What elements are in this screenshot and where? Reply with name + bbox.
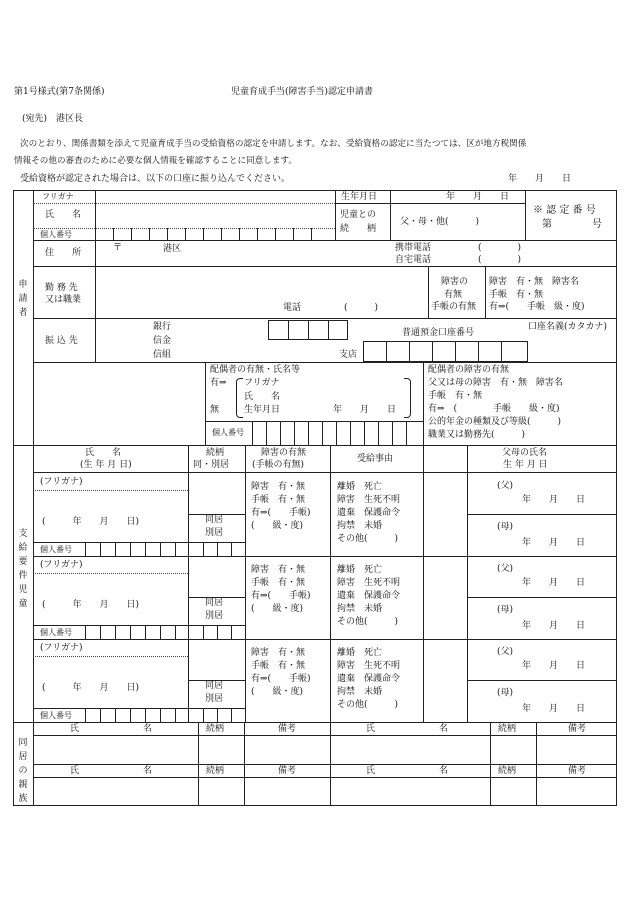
child-2-father: (父) (497, 564, 514, 574)
payment-note: 受給資格が認定された場合は、以下の口座に振り込んでください。 (20, 174, 291, 184)
child-3-birth[interactable]: ( 年 月 日) (42, 683, 140, 693)
child-2-cohabit[interactable]: 同居 (205, 598, 224, 608)
postal-mark: 〒 (113, 243, 123, 253)
child-2-reason-2[interactable]: 障害 生死不明 (337, 578, 401, 588)
spouse-mynumber-label: 個人番号 (212, 428, 244, 437)
spouse-no[interactable]: 無 (210, 405, 220, 415)
child-2-separate[interactable]: 別居 (205, 611, 224, 621)
intro-line-1: 次のとおり、関係書類を添えて児童育成手当の受給資格の認定を申請します。なお、受給資格の認定に当たつては、区が地方税関係 (20, 139, 527, 149)
child-2-dis-3[interactable]: 有⇒( 手帳) (251, 591, 311, 601)
disability-label-2: 有無 (444, 290, 463, 300)
children-header-birth: (生 年 月 日) (80, 460, 132, 470)
disability-label-3: 手帳の有無 (431, 302, 477, 312)
relation-value[interactable]: 父・母・他( ) (400, 217, 480, 227)
child-2-mother-birth[interactable]: 年 月 日 (522, 621, 586, 631)
child-2-reason-1[interactable]: 離婚 死亡 (337, 565, 383, 575)
child-2-mynumber-label: 個人番号 (40, 628, 72, 637)
child-3-furigana: (フリガナ) (40, 643, 83, 653)
spouse-disability-title: 配偶者の障害の有無 (428, 365, 510, 375)
applicant-grade-line[interactable]: 有⇒( 手帳 級・度) (489, 302, 585, 312)
child-1-reason-3[interactable]: 遺棄 保護命令 (337, 508, 401, 518)
child-3-reason-5[interactable]: その他( ) (337, 700, 399, 710)
spouse-title: 配偶者の有無・氏名等 (210, 365, 301, 375)
address-label: 住 所 (45, 248, 82, 258)
child-1-cohabit[interactable]: 同居 (205, 515, 224, 525)
child-3-reason-3[interactable]: 遺棄 保護命令 (337, 674, 401, 684)
work-label-2: 又は職業 (45, 295, 82, 305)
child-1-mother: (母) (497, 522, 514, 532)
child-1-mynumber-label: 個人番号 (40, 545, 72, 554)
child-2-reason-5[interactable]: その他( ) (337, 617, 399, 627)
child-3-separate[interactable]: 別居 (205, 694, 224, 704)
child-3-dis-1[interactable]: 障害 有・無 (251, 648, 306, 658)
applicant-disability-line[interactable]: 障害 有・無 障害名 (489, 277, 580, 287)
work-tel-value[interactable]: ( ) (344, 303, 379, 313)
family-h1-relation: 続柄 (206, 724, 225, 734)
family-h3-name-a: 氏 (70, 766, 80, 776)
child-3-dis-3[interactable]: 有⇒( 手帳) (251, 674, 311, 684)
child-1-mother-birth[interactable]: 年 月 日 (522, 538, 586, 548)
spouse-name-label: 氏 名 (244, 392, 281, 402)
family-h2-relation: 続柄 (498, 724, 517, 734)
spouse-pension-line[interactable]: 公的年金の種類及び等級( ) (428, 417, 562, 427)
child-3-father: (父) (497, 647, 514, 657)
family-h2-remarks: 備考 (568, 724, 587, 734)
child-2-dis-2[interactable]: 手帳 有・無 (251, 578, 306, 588)
child-2-birth[interactable]: ( 年 月 日) (42, 600, 140, 610)
child-3-mynumber-label: 個人番号 (40, 711, 72, 720)
child-2-dis-4[interactable]: ( 級・度) (251, 604, 304, 614)
child-1-dis-4[interactable]: ( 級・度) (251, 521, 304, 531)
child-3-mother: (母) (497, 688, 514, 698)
account-holder-label: 口座名義(カタカナ) (528, 322, 608, 332)
child-1-reason-4[interactable]: 拘禁 未婚 (337, 521, 383, 531)
child-3-mother-birth[interactable]: 年 月 日 (522, 704, 586, 714)
child-1-reason-1[interactable]: 離婚 死亡 (337, 482, 383, 492)
children-section-label: 支給要件児童 (18, 529, 28, 609)
family-h3-remarks: 備考 (278, 766, 297, 776)
birth-value[interactable]: 年 月 日 (446, 192, 510, 202)
child-3-reason-2[interactable]: 障害 生死不明 (337, 661, 401, 671)
family-h3-name-b: 名 (143, 766, 153, 776)
children-header-parent-birth: 生 年 月 日 (503, 460, 548, 470)
work-tel-label: 電話 (283, 303, 302, 313)
children-header-name: 氏 名 (85, 448, 122, 458)
applicant-handbook-line[interactable]: 手帳 有・無 (489, 290, 544, 300)
children-header-reason: 受給事由 (357, 454, 394, 464)
family-h4-remarks: 備考 (568, 766, 587, 776)
mobile-phone-label: 携帯電話 (395, 243, 432, 253)
family-h1-name-a: 氏 (70, 724, 80, 734)
child-2-furigana: (フリガナ) (40, 560, 83, 570)
child-1-dis-1[interactable]: 障害 有・無 (251, 482, 306, 492)
child-3-reason-4[interactable]: 拘禁 未婚 (337, 687, 383, 697)
applicant-name-label: 氏 名 (45, 210, 82, 220)
spouse-birth-label: 生年月日 (244, 405, 281, 415)
home-phone-value[interactable]: ( ) (478, 255, 522, 265)
disability-label: 障害の (441, 277, 469, 287)
family-h1-remarks: 備考 (278, 724, 297, 734)
home-phone-label: 自宅電話 (395, 255, 432, 265)
child-1-dis-2[interactable]: 手帳 有・無 (251, 495, 306, 505)
child-3-cohabit[interactable]: 同居 (205, 681, 224, 691)
birth-label: 生年月日 (341, 192, 378, 202)
spouse-disability-line[interactable]: 父又は母の障害 有・無 障害名 (428, 378, 564, 388)
spouse-job-line[interactable]: 職業又は勤務先( ) (428, 430, 526, 440)
family-h2-name-a: 氏 (366, 724, 376, 734)
spouse-grade-line[interactable]: 有⇒ ( 手帳 級・度) (428, 404, 560, 414)
child-2-dis-1[interactable]: 障害 有・無 (251, 565, 306, 575)
ward-name: 港区 (163, 244, 182, 254)
child-3-dis-4[interactable]: ( 級・度) (251, 687, 304, 697)
bank-type-shinkin[interactable]: 信金 (153, 336, 172, 346)
intro-line-2: 情報その他の審査のために必要な個人情報を確認することに同意します。 (14, 156, 297, 166)
spouse-birth-value[interactable]: 年 月 日 (333, 405, 397, 415)
family-h4-relation: 続柄 (498, 766, 517, 776)
bank-type-shinkumi[interactable]: 信組 (153, 350, 172, 360)
child-3-dis-2[interactable]: 手帳 有・無 (251, 661, 306, 671)
child-2-mother: (母) (497, 605, 514, 615)
child-2-reason-4[interactable]: 拘禁 未婚 (337, 604, 383, 614)
child-1-furigana: (フリガナ) (40, 477, 83, 487)
child-2-father-birth[interactable]: 年 月 日 (522, 578, 586, 588)
children-header-parent: 父母の氏名 (502, 448, 548, 458)
bank-type-bank[interactable]: 銀行 (153, 322, 172, 332)
child-1-father-birth[interactable]: 年 月 日 (522, 495, 586, 505)
child-2-reason-3[interactable]: 遺棄 保護命令 (337, 591, 401, 601)
children-header-relation: 続柄 (206, 448, 225, 458)
applicant-furigana-label: フリガナ (42, 192, 74, 201)
family-h3-relation: 続柄 (206, 766, 225, 776)
children-header-cohabit: 同・別居 (193, 460, 230, 470)
child-1-birth[interactable]: ( 年 月 日) (42, 517, 140, 527)
child-1-separate[interactable]: 別居 (205, 528, 224, 538)
relation-label-2: 続 柄 (340, 224, 377, 234)
child-1-father: (父) (497, 481, 514, 491)
family-h4-name-b: 名 (439, 766, 449, 776)
branch-label: 支店 (339, 350, 358, 360)
certification-number-label: ※ 認 定 番 号 (533, 205, 596, 216)
relation-label: 児童との (340, 210, 377, 220)
addressee: (宛先) 港区長 (22, 114, 84, 124)
child-3-reason-1[interactable]: 離婚 死亡 (337, 648, 383, 658)
mobile-phone-value[interactable]: ( ) (478, 243, 522, 253)
account-type-label: 普通預金口座番号 (402, 328, 475, 338)
child-1-reason-5[interactable]: その他( ) (337, 534, 399, 544)
family-h2-name-b: 名 (439, 724, 449, 734)
child-1-dis-3[interactable]: 有⇒( 手帳) (251, 508, 311, 518)
child-3-father-birth[interactable]: 年 月 日 (522, 661, 586, 671)
family-h1-name-b: 名 (143, 724, 153, 734)
spouse-furigana-label: フリガナ (244, 378, 280, 388)
applicant-section-label: 申請者 (18, 280, 28, 318)
application-date[interactable]: 年 月 日 (508, 174, 572, 184)
applicant-mynumber-label: 個人番号 (40, 230, 72, 239)
certification-number-value: 第 号 (542, 219, 602, 230)
form-title: 児童育成手当(障害手当)認定申請書 (231, 87, 374, 97)
child-1-reason-2[interactable]: 障害 生死不明 (337, 495, 401, 505)
bank-label: 振 込 先 (45, 336, 78, 346)
spouse-handbook-line[interactable]: 手帳 有・無 (428, 391, 483, 401)
spouse-yes[interactable]: 有⇒ (210, 378, 227, 388)
form-number: 第1号様式(第7条関係) (14, 87, 105, 97)
children-header-handbook: (手帳の有無) (252, 460, 305, 470)
children-header-disability: 障害の有無 (261, 448, 307, 458)
family-section-label: 同居の親族 (18, 738, 28, 804)
work-label: 勤 務 先 (45, 283, 78, 293)
family-h4-name-a: 氏 (366, 766, 376, 776)
